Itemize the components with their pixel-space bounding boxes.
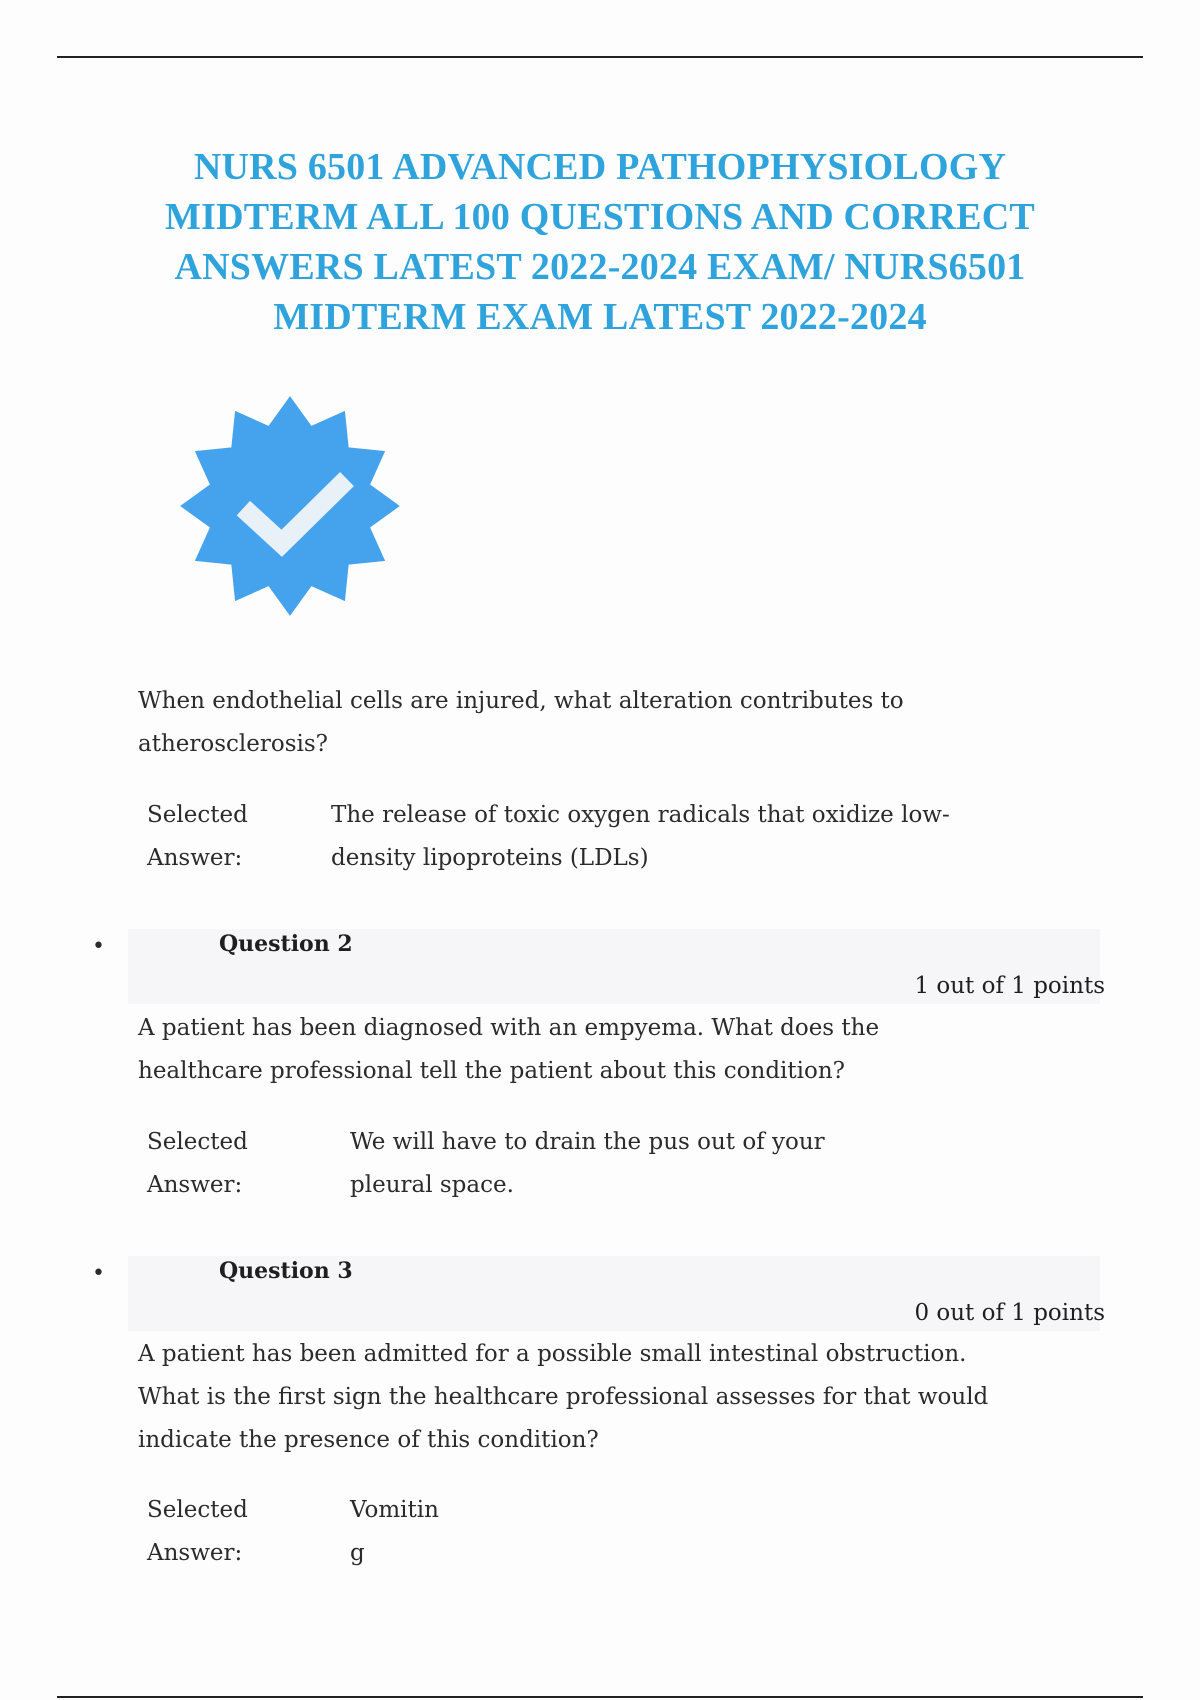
question-2-points: 1 out of 1 points	[914, 973, 1105, 999]
bottom-rule	[57, 1696, 1143, 1698]
badge-star-shape	[180, 396, 400, 616]
question-3-text: A patient has been admitted for a possible small intestinal obstruction. What is the first sign the healthcare professional assesses for that would indicate the presence of this condition?	[138, 1341, 989, 1453]
top-rule	[57, 56, 1143, 58]
bullet: •	[92, 1261, 105, 1286]
bullet: •	[92, 934, 105, 959]
selected-answer-label: Selected Answer:	[147, 1497, 248, 1566]
selected-answer-label: Selected Answer:	[147, 1129, 248, 1198]
question-3-points: 0 out of 1 points	[914, 1300, 1105, 1326]
title-line: MIDTERM EXAM LATEST 2022-2024	[273, 296, 927, 338]
question-3-title: Question 3	[219, 1258, 353, 1284]
question-1-selected-answer: The release of toxic oxygen radicals that oxidize low- density lipoproteins (LDLs)	[331, 802, 950, 871]
question-2-text: A patient has been diagnosed with an empyema. What does the healthcare professional tell the patient about this condition?	[138, 1015, 880, 1084]
document-title	[120, 142, 1080, 342]
question-2-selected-answer: We will have to drain the pus out of your pleural space.	[350, 1129, 825, 1198]
title-line: ANSWERS LATEST 2022-2024 EXAM/ NURS6501	[174, 246, 1026, 288]
question-2-title: Question 2	[219, 931, 353, 957]
title-line: NURS 6501 ADVANCED PATHOPHYSIOLOGY	[193, 146, 1007, 188]
verified-check-badge-icon	[176, 392, 404, 620]
selected-answer-label: Selected Answer:	[147, 802, 248, 871]
question-1-text: When endothelial cells are injured, what alteration contributes to atherosclerosis?	[138, 688, 904, 757]
title-line: MIDTERM ALL 100 QUESTIONS AND CORRECT	[165, 196, 1035, 238]
question-3-selected-answer: Vomitin g	[350, 1497, 439, 1566]
